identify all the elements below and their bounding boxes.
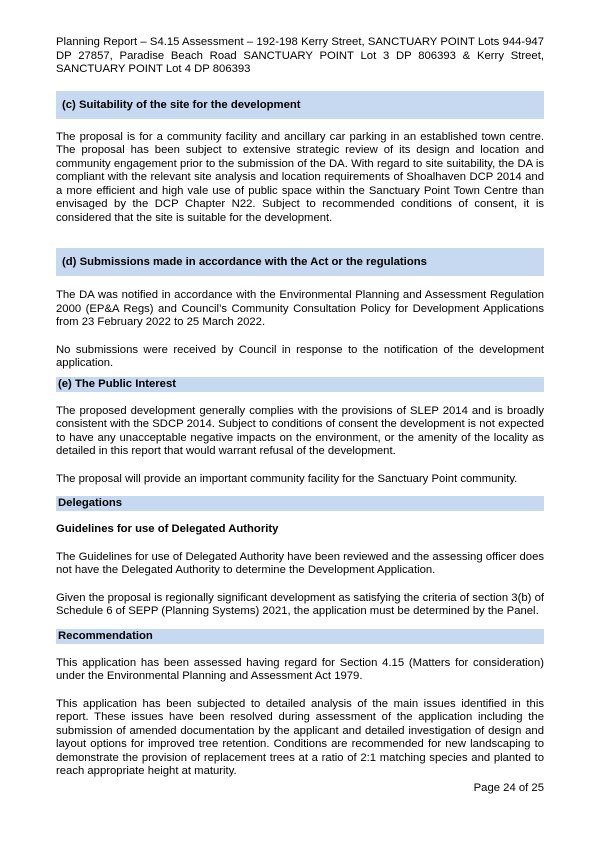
- recommendation-paragraph-2: This application has been subjected to detailed analysis of the main issues identified in this report. These issues have been resolved during assessment of the application including the submission of amended documentation by the applicant and detailed investigation of design and layout options for improved tree retention. Conditions are recommended for new landscaping to demonstrate the provision of replacement trees at a ratio of 2:1 matching species and planted to reach appropriate height at maturity.: [56, 697, 544, 777]
- delegations-subheading: Guidelines for use of Delegated Authority: [56, 523, 279, 535]
- delegations-heading: Delegations: [56, 496, 544, 511]
- section-d-paragraph-2: No submissions were received by Council in response to the notification of the development application.: [56, 343, 544, 369]
- page-header: Planning Report – S4.15 Assessment – 192-198 Kerry Street, SANCTUARY POINT Lots 944-947 DP 27857, Paradise Beach Road SANCTUARY POINT Lot 3 DP 806393 & Kerry Street, SANCTUARY POINT Lot 4 DP 806393: [56, 36, 544, 75]
- recommendation-heading: Recommendation: [56, 629, 544, 644]
- delegations-paragraph-1: The Guidelines for use of Delegated Authority have been reviewed and the assessing officer does not have the Delegated Authority to determine the Development Application.: [56, 550, 544, 576]
- section-e-heading: (e) The Public Interest: [56, 377, 544, 392]
- document-page: [56, 36, 544, 779]
- section-c-heading: (c) Suitability of the site for the development: [56, 91, 544, 119]
- recommendation-paragraph-1: This application has been assessed having regard for Section 4.15 (Matters for consideration) under the Environmental Planning and Assessment Act 1979.: [56, 656, 544, 682]
- section-c-paragraph-1: The proposal is for a community facility and ancillary car parking in an established town centre. The proposal has been subject to extensive strategic review of its design and location and community engagement prior to the submission of the DA. With regard to site suitability, the DA is compliant with the relevant site analysis and location requirements of Shoalhaven DCP 2014 and a more efficient and high vale use of public space within the Sanctuary Point Town Centre than envisaged by the DCP Chapter N22. Subject to recommended conditions of consent, it is considered that the site is suitable for the development.: [56, 130, 544, 224]
- section-d-heading: (d) Submissions made in accordance with the Act or the regulations: [56, 248, 544, 276]
- section-e-paragraph-2: The proposal will provide an important community facility for the Sanctuary Point community.: [56, 472, 518, 485]
- page-number: Page 24 of 25: [473, 782, 544, 794]
- section-d-paragraph-1: The DA was notified in accordance with the Environmental Planning and Assessment Regulation 2000 (EP&A Regs) and Council’s Community Consultation Policy for Development Applications from 23 February 2022 to 25 March 2022.: [56, 289, 544, 328]
- section-e-paragraph-1: The proposed development generally complies with the provisions of SLEP 2014 and is broadly consistent with the SDCP 2014. Subject to conditions of consent the development is not expected to have any unacceptable negative impacts on the environment, or the amenity of the locality as detailed in this report that would warrant refusal of the development.: [56, 404, 544, 457]
- delegations-paragraph-2: Given the proposal is regionally significant development as satisfying the criteria of section 3(b) of Schedule 6 of SEPP (Planning Systems) 2021, the application must be determined by the Panel.: [56, 591, 544, 617]
